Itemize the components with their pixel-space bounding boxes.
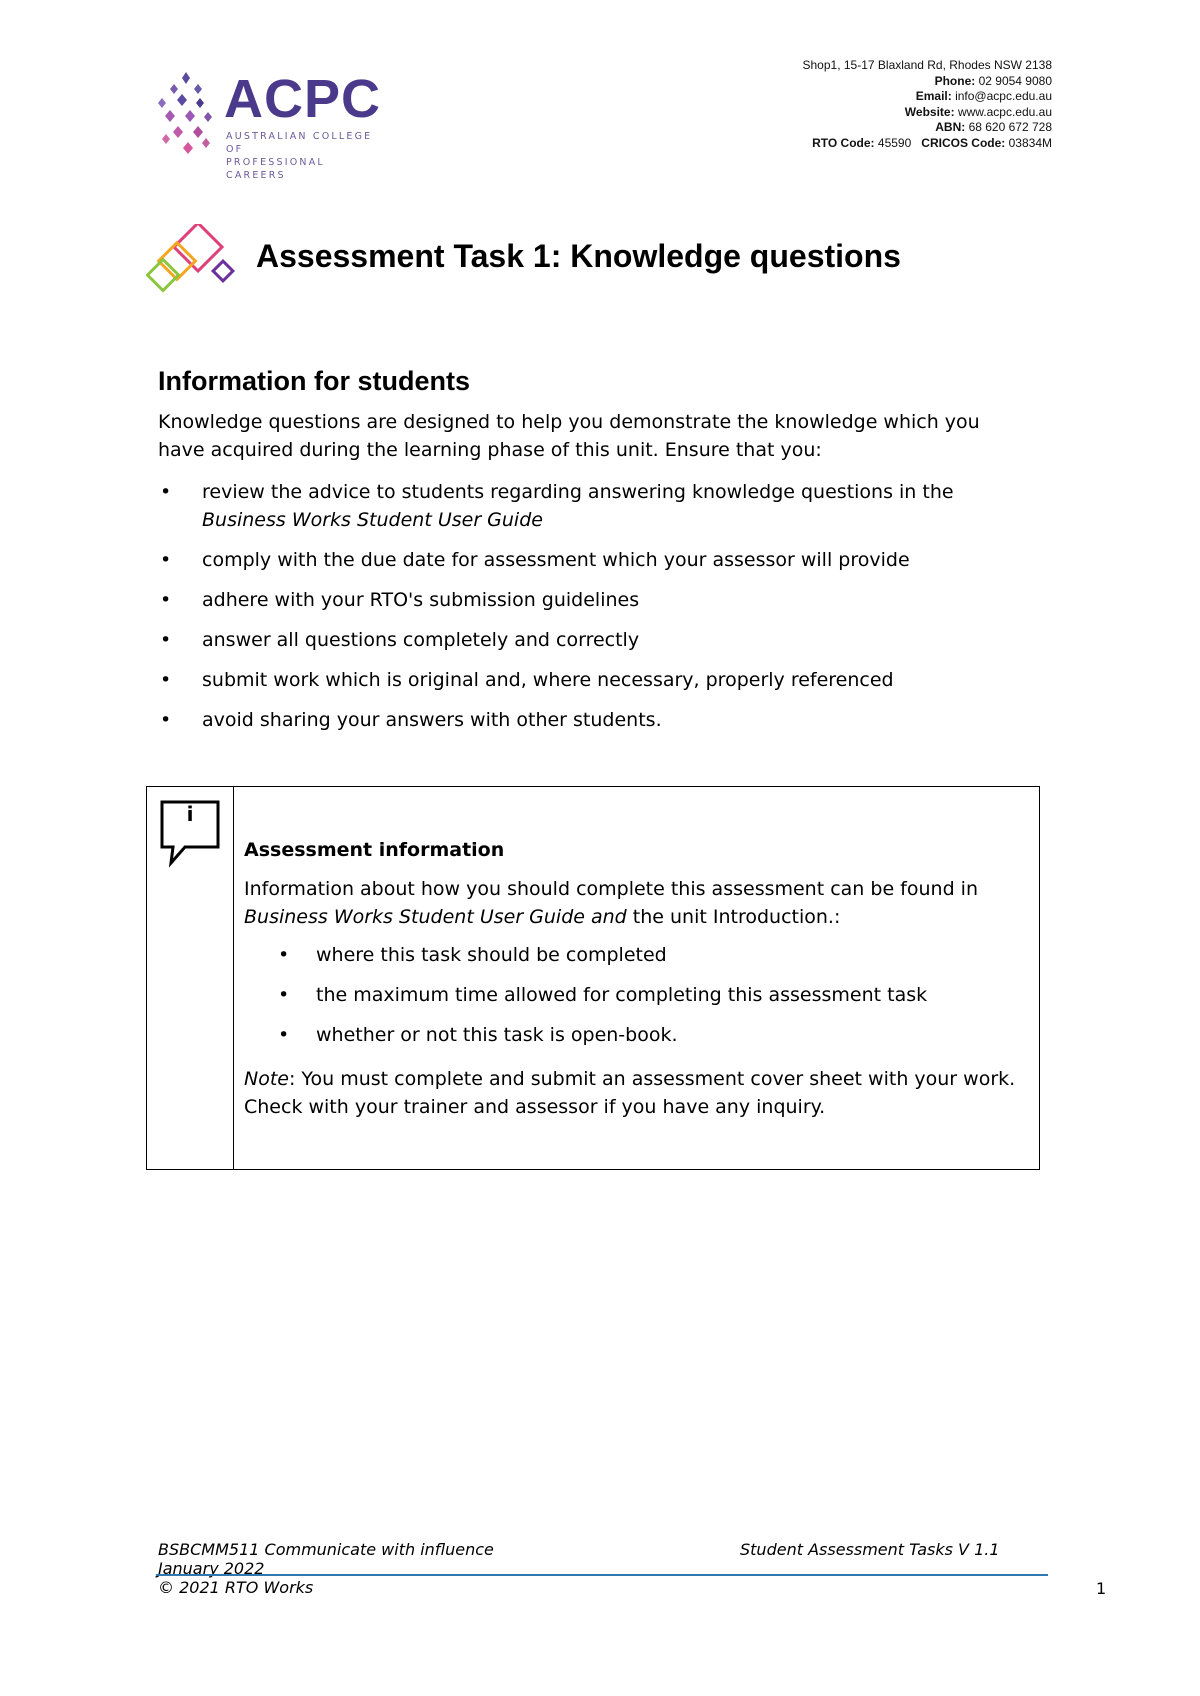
bullet-icon: • (160, 629, 172, 651)
list-item: • avoid sharing your answers with other students. (158, 706, 1008, 734)
task-diamond-icon (146, 224, 246, 296)
info-paragraph: Information about how you should complete this assessment can be found in Business Works Student User Guide and the unit Introduction.: (244, 878, 978, 928)
footer-rule (156, 1574, 1048, 1576)
email-line: Email: info@acpc.edu.au (915, 89, 1052, 103)
bullet-icon: • (160, 669, 172, 691)
logo-mark-icon (156, 68, 220, 164)
intro-paragraph: Knowledge questions are designed to help you demonstrate the knowledge which you have acquired during the learning phase of this unit. Ensure that you: (158, 411, 980, 461)
footer-left (158, 1540, 494, 1597)
list-item: • whether or not this task is open-book. (244, 1021, 1024, 1049)
list-item: • submit work which is original and, where necessary, properly referenced (158, 666, 1008, 694)
page-number: 1 (1096, 1579, 1107, 1598)
address: Shop1, 15-17 Blaxland Rd, Rhodes NSW 2138 (802, 58, 1052, 72)
codes-line: RTO Code: 45590 CRICOS Code: 03834M (812, 135, 1052, 150)
bullet-icon: • (278, 1024, 290, 1046)
list-item: • the maximum time allowed for completing this assessment task (244, 981, 1024, 1009)
list-item: • adhere with your RTO's submission guidelines (158, 586, 1008, 614)
info-speech-bubble-icon (159, 799, 221, 871)
page-title: Assessment Task 1: Knowledge questions (256, 238, 901, 274)
svg-text:i: i (186, 802, 194, 826)
section-heading: Information for students (158, 366, 470, 396)
logo-subtitle: AUSTRALIAN COLLEGE OF PROFESSIONAL CAREERS (226, 131, 373, 181)
bullet-icon: • (160, 481, 172, 503)
contact-block (803, 58, 1053, 151)
info-bullet-list (244, 941, 1024, 1061)
list-item: • where this task should be completed (244, 941, 1024, 969)
bullet-icon: • (278, 944, 290, 966)
abn-line: ABN: 68 620 672 728 (935, 120, 1052, 134)
info-heading: Assessment information (244, 839, 505, 861)
phone-line: Phone: 02 9054 9080 (934, 73, 1052, 88)
footer-doc-title: Student Assessment Tasks V 1.1 (740, 1540, 1000, 1559)
footer-copyright: © 2021 RTO Works (158, 1578, 314, 1597)
list-item: • review the advice to students regarding answering knowledge questions in the Business Works Student User Guide (158, 478, 1008, 534)
logo-wordmark: ACPC (224, 69, 382, 129)
footer-date: January 2022 (158, 1559, 265, 1578)
bullet-icon: • (160, 589, 172, 611)
acpc-logo (156, 68, 386, 181)
bullet-icon: • (160, 549, 172, 571)
bullet-icon: • (278, 984, 290, 1006)
assessment-info-box (146, 786, 1040, 1170)
info-box-divider (233, 787, 234, 1169)
list-item: • comply with the due date for assessment which your assessor will provide (158, 546, 1008, 574)
list-item: • answer all questions completely and correctly (158, 626, 1008, 654)
info-note: Note: You must complete and submit an assessment cover sheet with your work. Check with your trainer and assessor if you have any inquiry. (244, 1068, 1016, 1118)
bullet-icon: • (160, 709, 172, 731)
website-line: Website: www.acpc.edu.au (904, 104, 1052, 119)
footer-unit: BSBCMM511 Communicate with influence (158, 1540, 494, 1559)
student-bullet-list (158, 478, 1008, 746)
